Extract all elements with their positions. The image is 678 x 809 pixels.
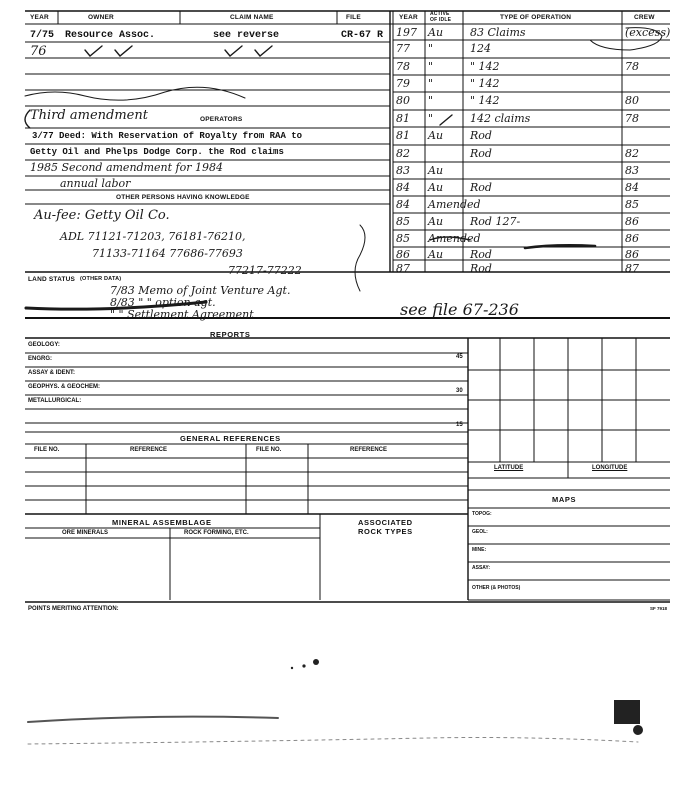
op-active: Au [428,26,444,39]
report-engrg: ENGRG: [28,356,52,362]
op-type: 83 Claims [470,26,526,39]
op-type: Rod [470,262,492,275]
op-type: 142 claims [470,112,531,125]
op-year: 84 [396,198,410,211]
second-amendment: 1985 Second amendment for 1984 [30,161,223,174]
op-year: 85 [396,215,410,228]
op-type: " 142 [470,60,500,73]
op-year: 81 [396,129,410,142]
op-crew: 86 [625,248,639,261]
op-year: 81 [396,112,410,125]
op-active: " [428,42,434,55]
type-of-operation-header: TYPE OF OPERATION [500,14,572,21]
op-type: Rod [470,147,492,160]
see-file-note: see file 67-236 [400,300,519,319]
op-active: Au [428,248,444,261]
ref-reference-1: REFERENCE [130,447,168,453]
op-year: 87 [396,262,410,275]
op-type: " 142 [470,77,500,90]
op-crew: 85 [625,198,639,211]
scale-45: 45 [456,354,463,360]
maps-assay: ASSAY: [472,565,491,571]
op-crew: (excess) [625,26,671,39]
crew-header: CREW [634,14,655,21]
ore-minerals-label: ORE MINERALS [62,530,109,536]
maps-topog: TOPOG: [472,511,492,517]
op-active: " [428,77,434,90]
op-type: Rod [470,181,492,194]
land-status-line-2: 8/83 " " option agt. [110,296,216,309]
annual-labor: annual labor [60,177,131,190]
longitude-label: LONGITUDE [592,465,628,471]
rock-types-label: ROCK TYPES [358,527,413,536]
file-header: FILE [346,14,361,21]
land-status-label: LAND STATUS [28,276,76,283]
other-persons-label: OTHER PERSONS HAVING KNOWLEDGE [116,194,250,201]
op-type: Rod [470,129,492,142]
row1-claim: see reverse [213,30,280,41]
op-crew: 87 [625,262,639,275]
general-references-title: GENERAL REFERENCES [180,434,281,443]
scale-30: 30 [456,388,463,394]
adl-numbers-3: 77217-77222 [228,264,302,277]
op-active: Au [428,164,444,177]
claim-name-header: CLAIM NAME [230,14,274,21]
deed-line-1: 3/77 Deed: With Reservation of Royalty from RAA to [32,131,303,141]
op-active: Amended [428,232,481,245]
row1-owner: Resource Assoc. [65,30,156,41]
maps-geol: GEOL: [472,529,488,535]
deed-line-2: Getty Oil and Phelps Dodge Corp. the Rod claims [30,147,284,157]
points-meriting-attention-label: POINTS MERITING ATTENTION: [28,606,119,612]
of-idle-header: OF IDLE [430,17,452,23]
op-year: 197 [396,26,417,39]
active-header: ACTIVE [430,11,450,17]
land-status-line-3: " " Settlement Agreement [110,308,254,321]
rock-forming-label: ROCK FORMING, ETC. [184,530,249,536]
op-active: " [428,94,434,107]
year-header-2: YEAR [399,14,418,21]
mineral-assemblage-title: MINERAL ASSEMBLAGE [112,518,212,527]
associated-label: ASSOCIATED [358,518,413,527]
row1-file: CR-67 R [341,30,384,41]
op-crew: 86 [625,215,639,228]
op-year: 77 [396,42,410,55]
maps-other: OTHER (& PHOTOS) [472,585,521,591]
op-crew: 82 [625,147,639,160]
op-active: " [428,60,434,73]
row2-year: 76 [30,44,47,59]
third-amendment: Third amendment [30,108,148,123]
op-crew: 83 [625,164,639,177]
op-active: " [428,112,434,125]
op-crew: 84 [625,181,639,194]
ref-file-no-2: FILE NO. [256,447,282,453]
op-crew: 80 [625,94,639,107]
op-year: 86 [396,248,410,261]
op-year: 85 [396,232,410,245]
op-type: Rod 127- [470,215,521,228]
owner-header: OWNER [88,14,114,21]
op-type: 124 [470,42,491,55]
report-geophys: GEOPHYS. & GEOCHEM: [28,384,101,390]
adl-numbers-2: 71133-71164 77686-77693 [92,247,243,260]
scale-15: 15 [456,422,463,428]
latitude-label: LATITUDE [494,465,524,471]
land-status-line-1: 7/83 Memo of Joint Venture Agt. [110,284,291,297]
op-year: 83 [396,164,410,177]
op-crew: 86 [625,232,639,245]
op-type: Rod [470,248,492,261]
ref-file-no-1: FILE NO. [34,447,60,453]
row1-year: 7/75 [30,30,55,41]
op-active: Amended [428,198,481,211]
reports-title: REPORTS [210,330,251,339]
land-status-other-data: (OTHER DATA) [80,276,122,282]
op-active: Au [428,181,444,194]
op-type: " 142 [470,94,500,107]
form-number: SF 7918 [650,606,668,611]
op-crew: 78 [625,112,639,125]
report-assay: ASSAY & IDENT: [28,370,76,376]
maps-title: MAPS [552,495,577,504]
op-active: Au [428,129,444,142]
op-year: 84 [396,181,410,194]
adl-numbers-1: ADL 71121-71203, 76181-76210, [60,230,246,243]
op-year: 80 [396,94,410,107]
op-year: 82 [396,147,410,160]
op-active: Au [428,215,444,228]
op-crew: 78 [625,60,639,73]
ref-reference-2: REFERENCE [350,447,388,453]
op-year: 78 [396,60,410,73]
report-metallurgical: METALLURGICAL: [28,398,82,404]
report-geology: GEOLOGY: [28,342,60,348]
operators-label: OPERATORS [200,116,243,123]
op-year: 79 [396,77,410,90]
year-header: YEAR [30,14,49,21]
au-fee-note: Au-fee: Getty Oil Co. [34,208,170,223]
maps-mine: MINE: [472,547,487,553]
